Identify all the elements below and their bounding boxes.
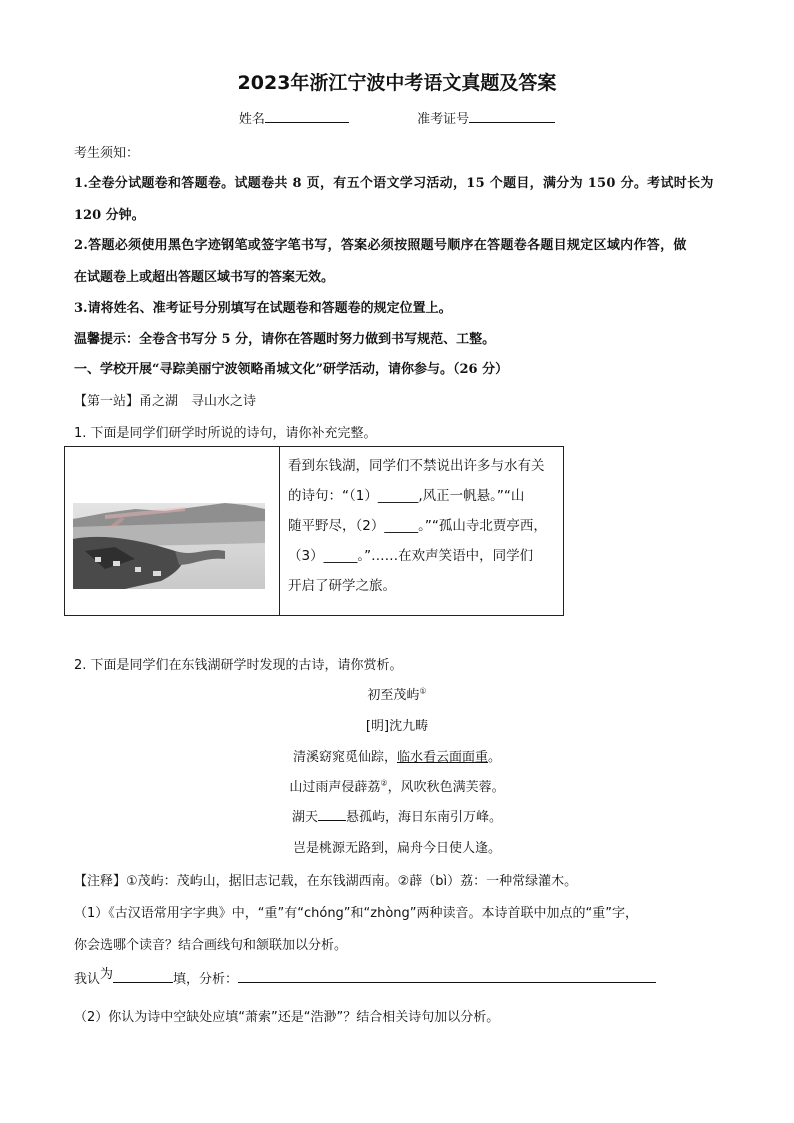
q1-line-3: 随平野尽，（2）_____。”“孤山寺北贾亭西， xyxy=(288,518,547,534)
poem-notes: 【注释】①茂屿：茂屿山，据旧志记载，在东钱湖西南。②薜（bì）荔：一种常绿灌木。 xyxy=(74,874,578,889)
question-2-prompt: 2. 下面是同学们在东钱湖研学时发现的古诗，请你赏析。 xyxy=(74,658,403,673)
q1-line-2: 的诗句：“（1）______,风正一帆悬。”“山 xyxy=(288,488,525,504)
answer-analysis-label: 填，分析： xyxy=(173,972,239,987)
answer-line xyxy=(74,968,656,987)
poem-line-3-part-b: 悬孤屿，海日东南引万峰。 xyxy=(346,810,503,825)
analysis-blank[interactable] xyxy=(238,970,656,983)
poem-blank[interactable] xyxy=(318,808,346,821)
lake-photo-cell xyxy=(65,447,280,616)
instruction-2b: 在试题卷上或超出答题区域书写的答案无效。 xyxy=(74,270,335,285)
tip: 温馨提示：全卷含书写分 5 分，请你在答题时努力做到书写规范、工整。 xyxy=(74,332,496,347)
instruction-3: 3.请将姓名、准考证号分别填写在试题卷和答题卷的规定位置上。 xyxy=(74,301,452,316)
instruction-1b: 120 分钟。 xyxy=(74,208,145,223)
poem-line-1-part-c: 。 xyxy=(488,750,502,765)
candidate-fields xyxy=(0,108,794,127)
q1-line-4: （3）_____。”……在欢声笑语中，同学们 xyxy=(288,548,534,564)
question-2-1a: （1）《古汉语常用字字典》中，“重”有“chóng”和“zhòng”两种读音。本诗首联中加点的“重”字， xyxy=(74,906,638,921)
poem-author: [明]沈九畴 xyxy=(365,719,429,734)
question-1-table xyxy=(64,446,564,616)
name-label: 姓名 xyxy=(238,112,265,127)
poem-line-4: 岂是桃源无路到，扁舟今日使人逢。 xyxy=(292,841,501,856)
name-blank[interactable] xyxy=(265,110,349,123)
poem-line-2-note-mark: ② xyxy=(380,778,388,788)
poem-title xyxy=(0,684,794,703)
answer-wei: 为 xyxy=(100,967,114,982)
instruction-2a: 2.答题必须使用黑色字迹钢笔或签字笔书写，答案必须按照题号顺序在答题卷各题目规定区域内作答，做 xyxy=(74,238,687,253)
pronunciation-blank[interactable] xyxy=(113,970,173,983)
question-1-text-cell xyxy=(280,447,564,616)
instruction-1a: 1.全卷分试题卷和答题卷。试题卷共 8 页，有五个语文学习活动，15 个题目，满分为 150 分。考试时长为 xyxy=(74,176,714,191)
answer-prefix: 我认 xyxy=(74,972,101,987)
section-heading: 一、学校开展“寻踪美丽宁波领略甬城文化”研学活动，请你参与。（26 分） xyxy=(74,362,509,377)
exam-title: 2023年浙江宁波中考语文真题及答案 xyxy=(237,72,557,94)
poem-title-text: 初至茂屿 xyxy=(367,688,420,703)
question-2-2: （2）你认为诗中空缺处应填“萧索”还是“浩渺”？结合相关诗句加以分析。 xyxy=(74,1010,500,1025)
poem-line-2 xyxy=(242,776,552,795)
poem-line-3 xyxy=(242,806,552,825)
lake-photo-image xyxy=(65,447,279,611)
q1-line-1: 看到东钱湖，同学们不禁说出许多与水有关 xyxy=(288,458,545,474)
question-1-prompt: 1. 下面是同学们研学时所说的诗句，请你补充完整。 xyxy=(74,426,377,441)
exam-number-blank[interactable] xyxy=(469,110,555,123)
exam-number-label: 准考证号 xyxy=(417,112,470,127)
poem-line-1 xyxy=(242,746,552,765)
poem-title-note-mark: ① xyxy=(419,686,427,696)
question-2-1b: 你会选哪个读音？结合画线句和颔联加以分析。 xyxy=(74,938,348,953)
poem-line-1-underlined: 临水看云面面重 xyxy=(396,750,488,765)
q1-line-5: 开启了研学之旅。 xyxy=(288,578,396,594)
station-1-heading: 【第一站】甬之湖 寻山水之诗 xyxy=(74,394,257,409)
poem-line-1-part-a: 清溪窈窕觅仙踪， xyxy=(292,750,397,765)
poem-line-3-part-a: 湖天 xyxy=(291,810,318,825)
instructions-heading: 考生须知： xyxy=(74,146,140,161)
poem-line-2-part-a: 山过雨声侵薜荔 xyxy=(289,780,381,795)
poem-line-2-part-b: ，风吹秋色满芙蓉。 xyxy=(387,780,505,795)
